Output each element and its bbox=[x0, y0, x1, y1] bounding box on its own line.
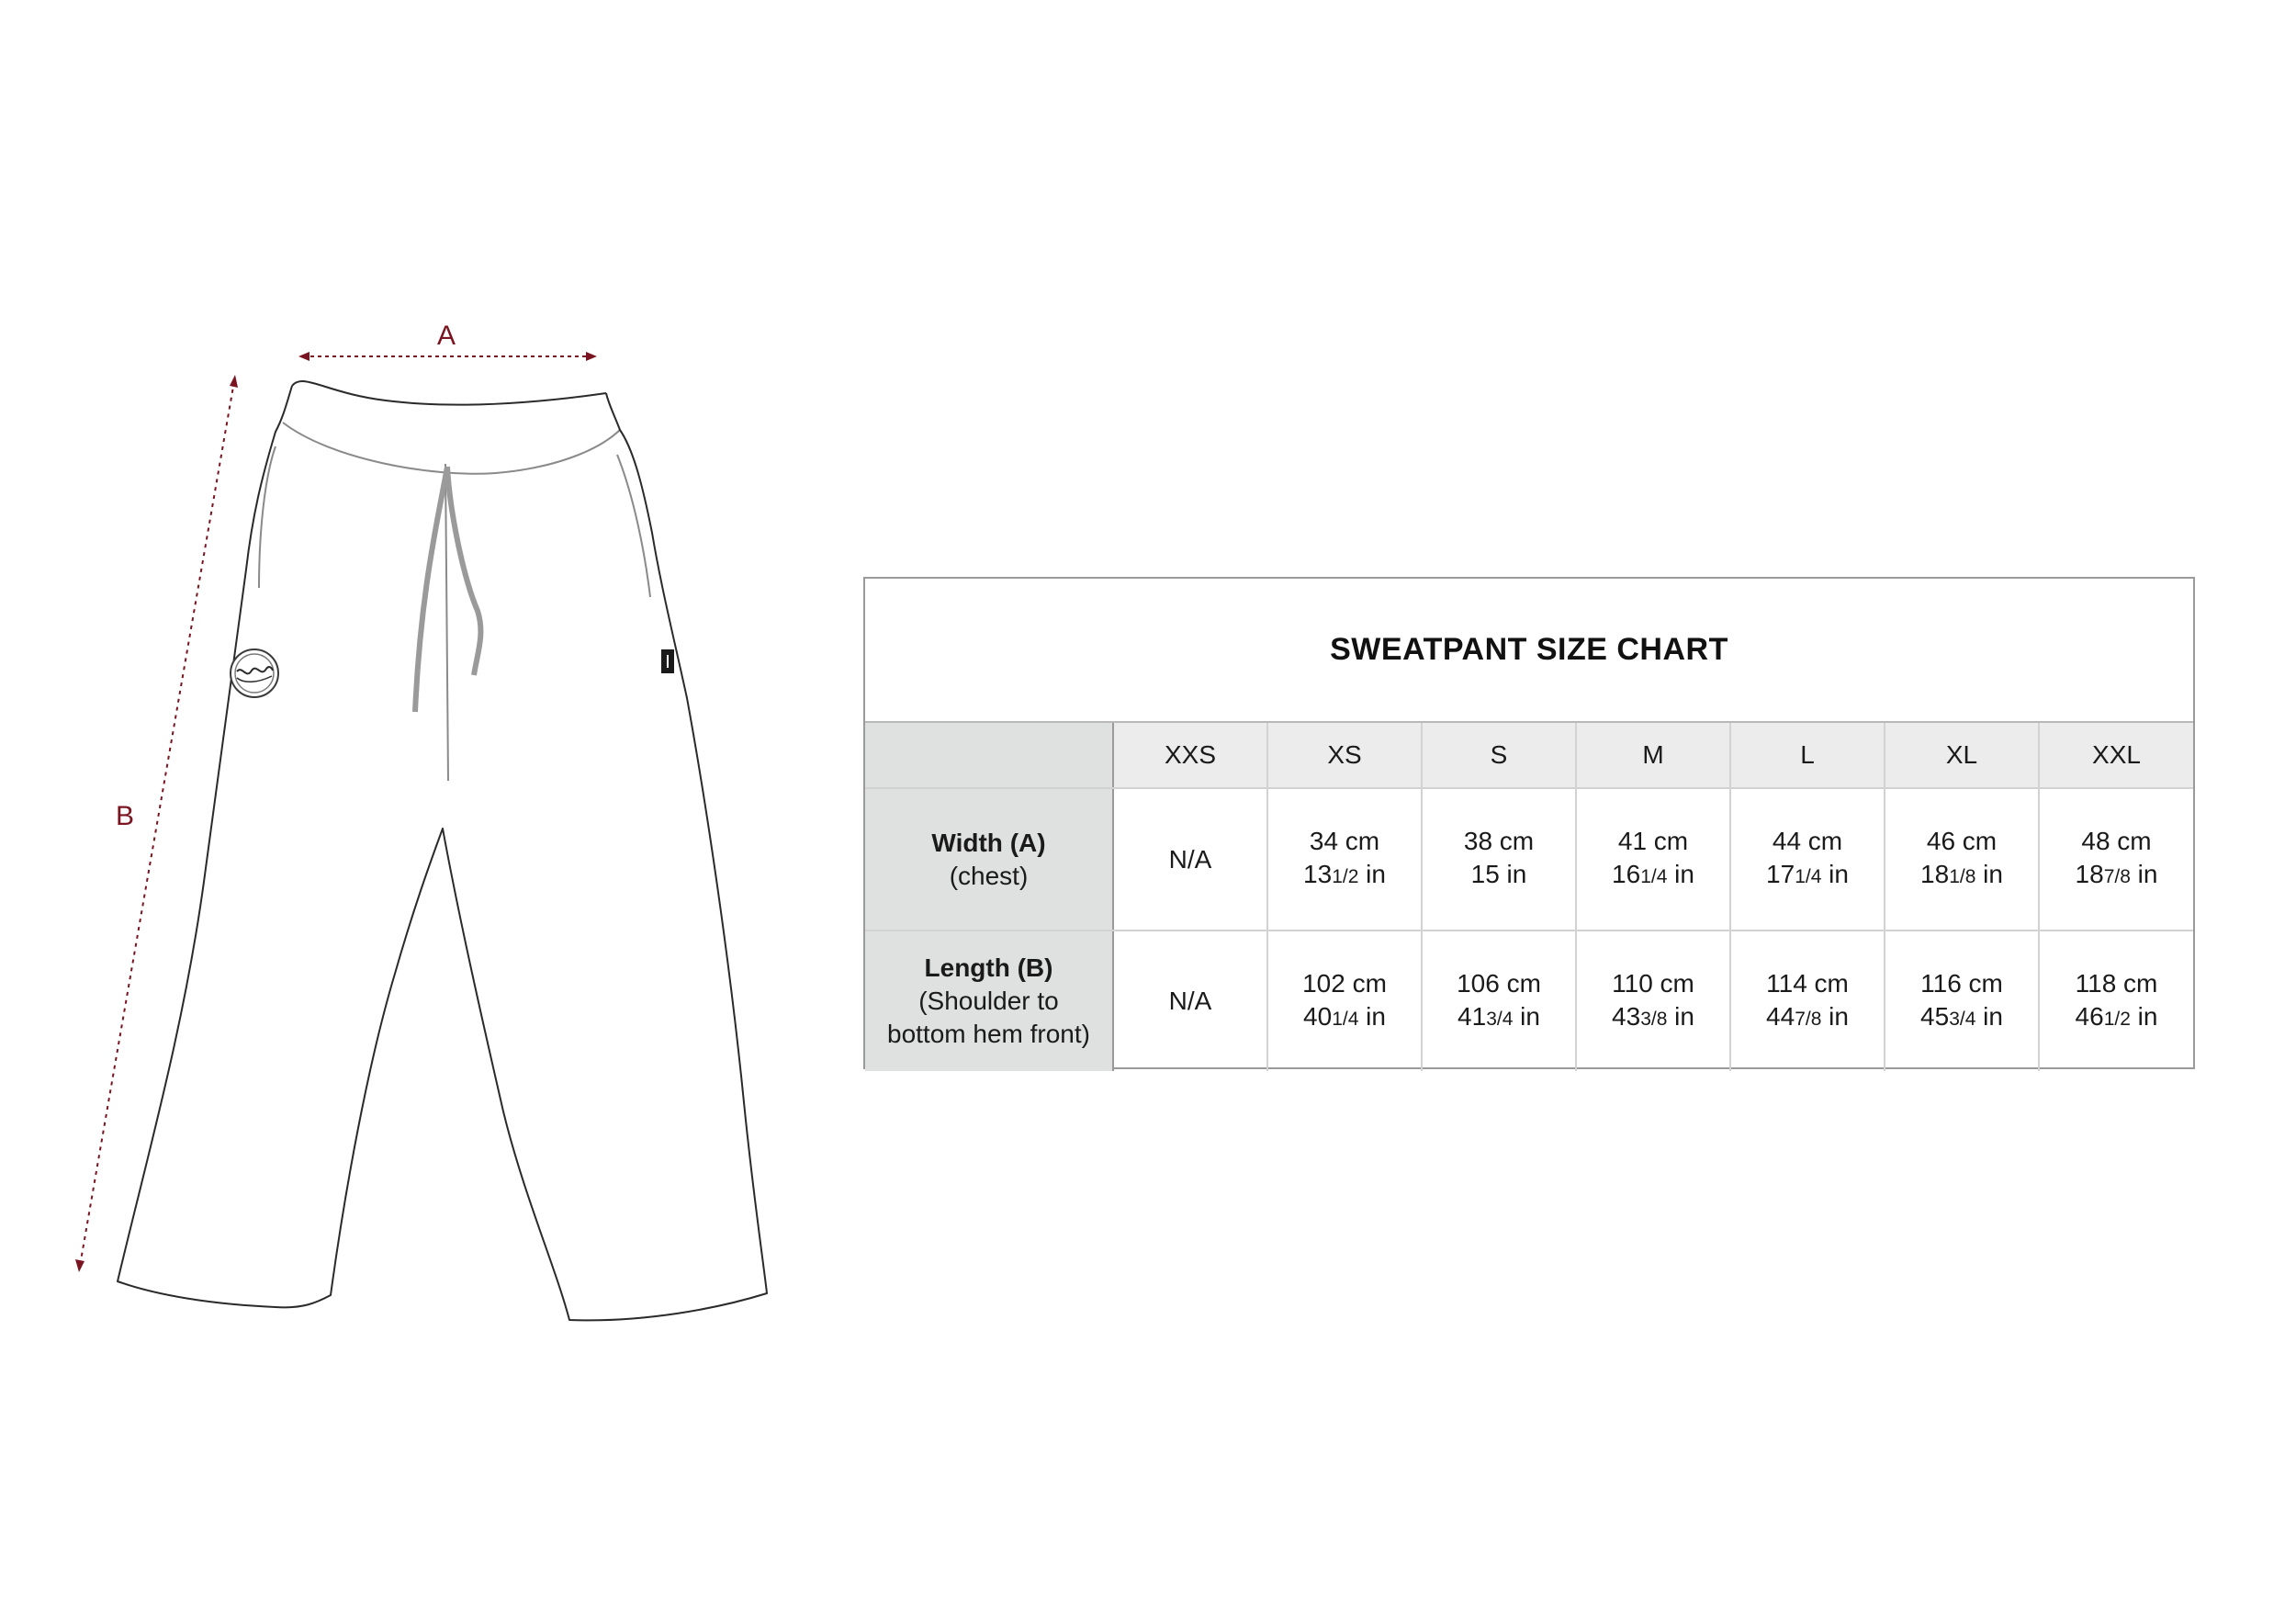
inch-whole: 13 bbox=[1303, 860, 1333, 888]
size-header-xl: XL bbox=[1885, 723, 2039, 788]
label-a: A bbox=[436, 321, 456, 351]
length-cell bbox=[1730, 930, 1885, 1071]
cm-value: 41 cm bbox=[1617, 827, 1689, 855]
cm-value: 46 cm bbox=[1926, 827, 1998, 855]
width-row-label bbox=[865, 788, 1113, 930]
measure-a bbox=[298, 321, 597, 361]
inch-unit: in bbox=[1975, 1001, 2003, 1031]
size-header-row bbox=[865, 723, 2193, 788]
cm-value: 34 cm bbox=[1309, 827, 1380, 855]
length-cell bbox=[1267, 930, 1422, 1071]
length-sublabel-line1: (Shoulder to bbox=[918, 987, 1059, 1015]
width-cell bbox=[2039, 788, 2193, 930]
size-chart-title: SWEATPANT SIZE CHART bbox=[865, 579, 2193, 723]
cm-value: 44 cm bbox=[1772, 827, 1843, 855]
inch-fraction: 3/4 bbox=[1949, 1008, 1976, 1030]
width-cell bbox=[1885, 788, 2039, 930]
inch-value bbox=[1731, 1000, 1884, 1036]
wave-circle-logo-icon bbox=[231, 649, 278, 697]
inch-fraction: 7/8 bbox=[1795, 1008, 1822, 1030]
inch-fraction: 7/8 bbox=[2103, 866, 2131, 887]
inch-value bbox=[1885, 858, 2038, 894]
inch-fraction: 1/4 bbox=[1640, 866, 1668, 887]
length-cell bbox=[2039, 930, 2193, 1071]
inch-fraction: 3/4 bbox=[1486, 1008, 1514, 1030]
inch-unit: in bbox=[1667, 860, 1694, 888]
length-cell bbox=[1422, 930, 1576, 1071]
cm-value: 48 cm bbox=[2081, 827, 2152, 855]
cm-value: 38 cm bbox=[1463, 827, 1535, 855]
inch-value bbox=[1268, 1000, 1421, 1036]
inch-unit: in bbox=[1358, 1001, 1386, 1031]
inch-whole: 40 bbox=[1303, 1001, 1333, 1031]
width-cell bbox=[1576, 788, 1730, 930]
inch-whole: 41 bbox=[1458, 1001, 1487, 1031]
label-b: B bbox=[115, 801, 135, 831]
cm-value: N/A bbox=[1168, 987, 1212, 1015]
inch-value bbox=[2040, 858, 2193, 894]
sweatpants-diagram bbox=[0, 0, 863, 1624]
size-header-s: S bbox=[1422, 723, 1576, 788]
inch-value bbox=[1423, 858, 1575, 894]
inch-unit: in bbox=[1821, 860, 1849, 888]
width-label: Width (A) bbox=[931, 828, 1046, 857]
inch-value bbox=[1423, 1000, 1575, 1036]
inch-value bbox=[1577, 858, 1729, 894]
length-cell bbox=[1113, 930, 1267, 1071]
width-sublabel: (chest) bbox=[949, 861, 1029, 890]
inch-unit: in bbox=[2130, 1001, 2158, 1031]
header-corner-cell bbox=[865, 723, 1113, 788]
inch-whole: 18 bbox=[2075, 860, 2104, 888]
width-cell bbox=[1730, 788, 1885, 930]
size-table bbox=[865, 723, 2193, 1071]
size-header-xs: XS bbox=[1267, 723, 1422, 788]
length-sublabel-line2: bottom hem front) bbox=[887, 1020, 1090, 1048]
cm-value: 110 cm bbox=[1612, 968, 1694, 998]
pants-outline bbox=[115, 381, 767, 1320]
measure-b bbox=[75, 375, 238, 1272]
inch-whole: 43 bbox=[1612, 1001, 1641, 1031]
inch-fraction: 1/2 bbox=[2103, 1008, 2131, 1030]
inch-value bbox=[1885, 1000, 2038, 1036]
inch-whole: 44 bbox=[1766, 1001, 1795, 1031]
cm-value: 114 cm bbox=[1766, 968, 1849, 998]
inch-fraction: 1/4 bbox=[1332, 1008, 1359, 1030]
length-row bbox=[865, 930, 2193, 1071]
length-cell bbox=[1885, 930, 2039, 1071]
cm-value: 102 cm bbox=[1302, 968, 1387, 998]
inch-unit: in bbox=[1667, 1001, 1694, 1031]
inch-value bbox=[2040, 1000, 2193, 1036]
inch-value bbox=[1268, 858, 1421, 894]
length-row-label bbox=[865, 930, 1113, 1071]
inch-value bbox=[1731, 858, 1884, 894]
inch-fraction: 3/8 bbox=[1640, 1008, 1668, 1030]
size-chart bbox=[863, 577, 2195, 1069]
inch-unit: in bbox=[1975, 860, 2003, 888]
inch-whole: 46 bbox=[2075, 1001, 2104, 1031]
inch-whole: 45 bbox=[1920, 1001, 1950, 1031]
width-cell bbox=[1267, 788, 1422, 930]
inch-unit: in bbox=[1821, 1001, 1849, 1031]
width-cell bbox=[1113, 788, 1267, 930]
size-header-l: L bbox=[1730, 723, 1885, 788]
length-label: Length (B) bbox=[924, 953, 1053, 982]
inch-unit: in bbox=[1358, 860, 1386, 888]
width-row bbox=[865, 788, 2193, 930]
inch-fraction: 1/8 bbox=[1949, 866, 1976, 887]
inch-unit: in bbox=[1499, 860, 1527, 888]
side-tag-icon bbox=[661, 649, 674, 673]
cm-value: 118 cm bbox=[2075, 968, 2158, 998]
cm-value: 116 cm bbox=[1920, 968, 2003, 998]
cm-value: N/A bbox=[1168, 844, 1212, 874]
length-cell bbox=[1576, 930, 1730, 1071]
inch-whole: 17 bbox=[1766, 860, 1795, 888]
size-header-xxl: XXL bbox=[2039, 723, 2193, 788]
inch-value bbox=[1577, 1000, 1729, 1036]
cm-value: 106 cm bbox=[1457, 968, 1541, 998]
inch-fraction: 1/4 bbox=[1795, 866, 1822, 887]
inch-whole: 18 bbox=[1920, 860, 1950, 888]
inch-unit: in bbox=[2130, 860, 2158, 888]
inch-unit: in bbox=[1513, 1001, 1540, 1031]
inch-whole: 16 bbox=[1612, 860, 1641, 888]
inch-fraction: 1/2 bbox=[1332, 866, 1359, 887]
inch-whole: 15 bbox=[1470, 860, 1500, 888]
width-cell bbox=[1422, 788, 1576, 930]
size-header-m: M bbox=[1576, 723, 1730, 788]
size-header-xxs: XXS bbox=[1113, 723, 1267, 788]
